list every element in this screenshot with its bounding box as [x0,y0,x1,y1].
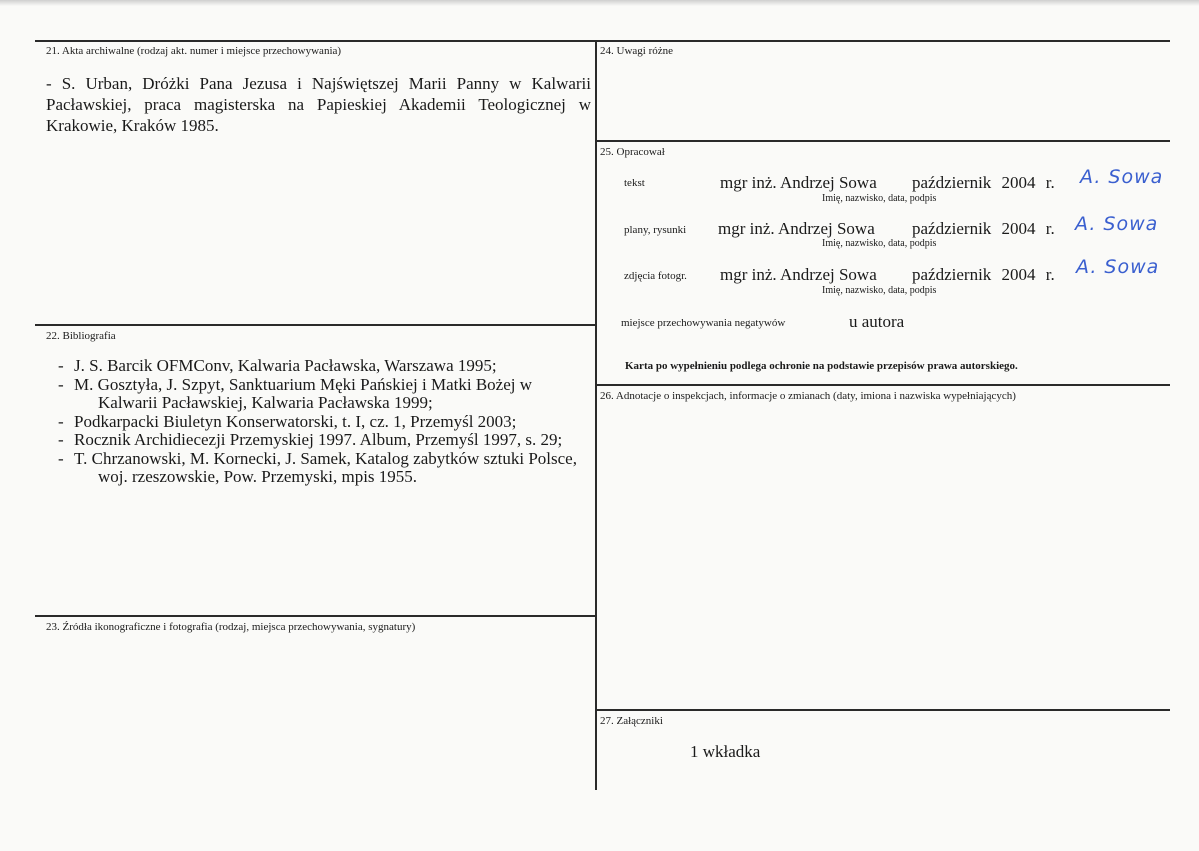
author-name: mgr inż. Andrzej Sowa [720,265,877,284]
top-border [35,40,1170,42]
author-date: październik 2004 r. [912,219,1055,238]
author-date: październik 2004 r. [912,265,1055,284]
signature: A. Sowa [1076,256,1160,278]
attachments-value: 1 wkładka [690,742,761,761]
section-21-text: - S. Urban, Dróżki Pana Jezusa i Najświętszej Marii Panny w Kalwarii Pacławskiej, praca magisterska na Papieskiej Akademii Teologicznej w Krakowie, Kraków 1985. [46,74,591,135]
divider-22-23 [35,615,597,617]
section-24-label: 24. Uwagi różne [600,45,674,57]
divider-26-27 [595,709,1170,711]
column-divider [595,40,597,790]
negatives-value: u autora [849,312,905,331]
divider-21-22 [35,324,597,326]
signature: A. Sowa [1080,166,1164,188]
section-23-label: 23. Źródła ikonograficzne i fotografia (rodzaj, miejsca przechowywania, sygnatury) [46,621,416,633]
signature-caption: Imię, nazwisko, data, podpis [822,285,937,296]
copyright-note: Karta po wypełnieniu podlega ochronie na podstawie przepisów prawa autorskiego. [625,360,1018,372]
role-label-plans: plany, rysunki [624,224,687,236]
section-26-label: 26. Adnotacje o inspekcjach, informacje o zmianach (daty, imiona i nazwiska wypełniających) [600,390,1016,402]
author-name: mgr inż. Andrzej Sowa [720,173,877,192]
section-27-label: 27. Załączniki [600,715,663,727]
role-label-photos: zdjęcia fotogr. [624,270,687,282]
bibliography-item: - Podkarpacki Biuletyn Konserwatorski, t. I, cz. 1, Przemyśl 2003; [58,411,517,431]
section-22-label: 22. Bibliografia [46,330,116,342]
role-label-text: tekst [624,177,645,189]
bibliography-item: - T. Chrzanowski, M. Kornecki, J. Samek, Katalog zabytków sztuki Polsce, woj. rzeszowskie, Pow. Przemyski, mpis 1955. [58,448,577,486]
scan-edge [0,0,1199,6]
bibliography-list [58,357,578,487]
bibliography-item: - J. S. Barcik OFMConv, Kalwaria Pacławska, Warszawa 1995; [58,356,497,375]
bibliography-item: - Rocznik Archidiecezji Przemyskiej 1997. Album, Przemyśl 1997, s. 29; [58,430,563,449]
author-date: październik 2004 r. [912,173,1055,192]
divider-25-26 [595,384,1170,386]
negatives-label: miejsce przechowywania negatywów [621,317,786,329]
signature: A. Sowa [1075,213,1159,235]
signature-caption: Imię, nazwisko, data, podpis [822,193,937,204]
author-name: mgr inż. Andrzej Sowa [718,219,875,238]
section-25-label: 25. Opracował [600,146,665,158]
divider-24-25 [595,140,1170,142]
bibliography-item: - M. Gosztyła, J. Szpyt, Sanktuarium Męki Pańskiej i Matki Bożej w Kalwarii Pacławskiej, Kalwaria Pacławska 1999; [58,374,533,412]
section-21-label: 21. Akta archiwalne (rodzaj akt. numer i miejsce przechowywania) [46,45,342,57]
signature-caption: Imię, nazwisko, data, podpis [822,238,937,249]
